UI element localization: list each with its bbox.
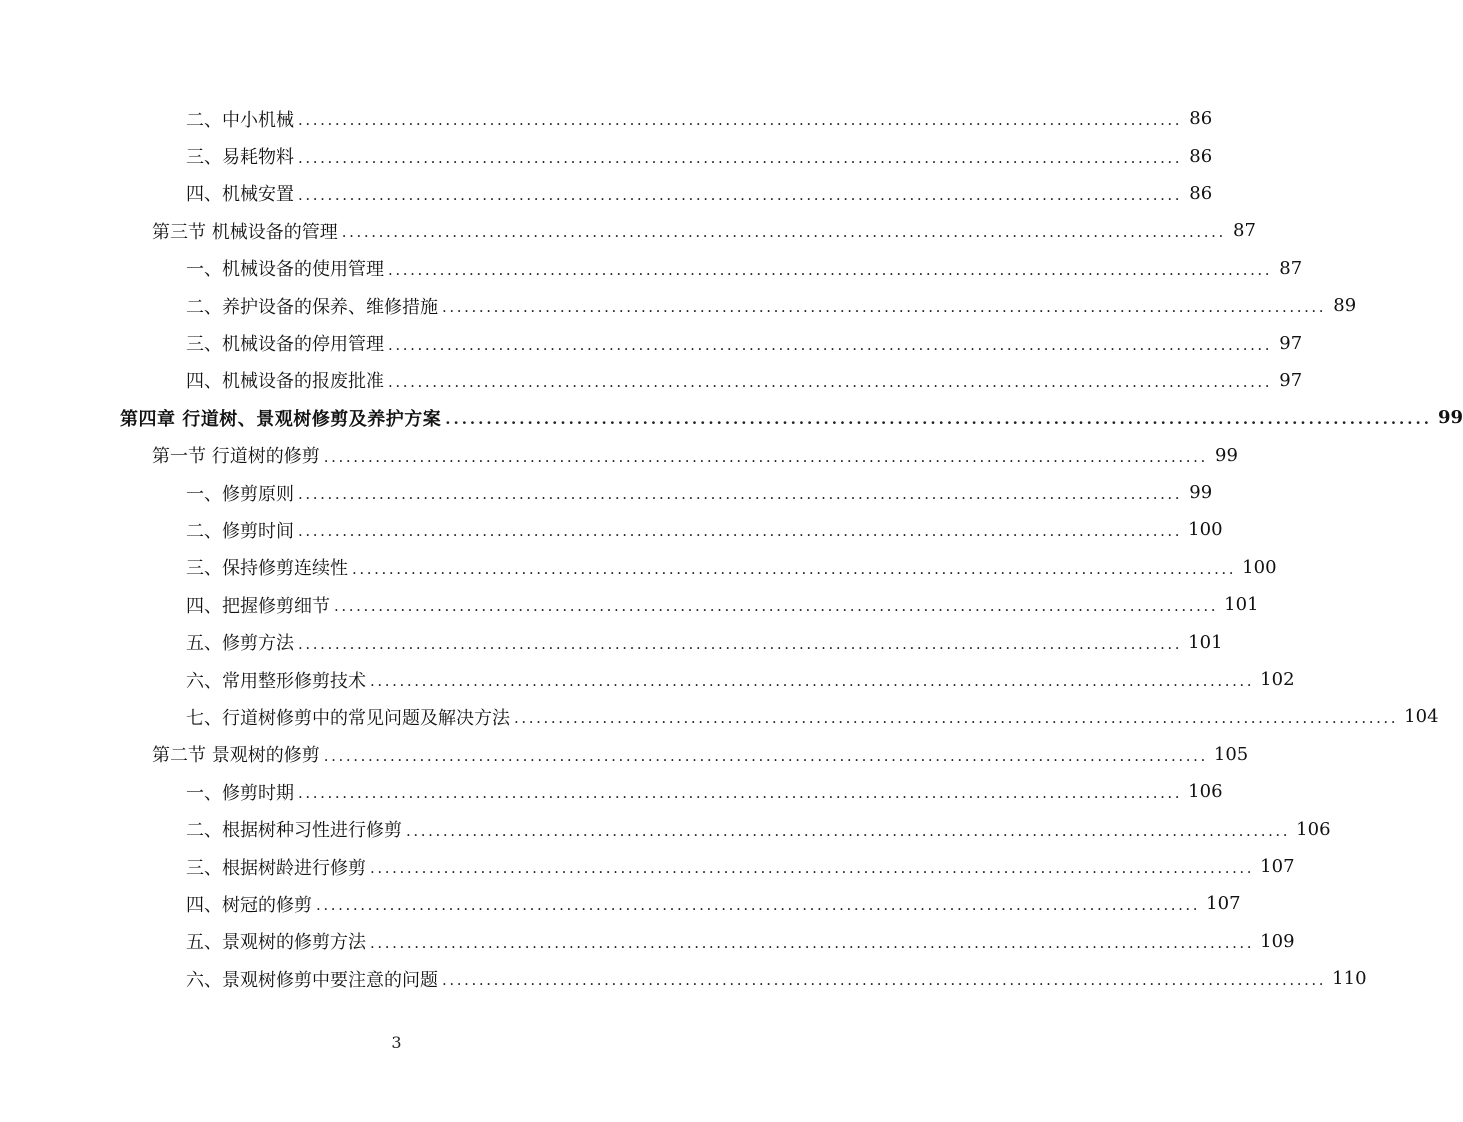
toc-entry-chapter[interactable] (0, 399, 1463, 436)
toc-entry-title: 二、根据树种习性进行修剪 (186, 816, 406, 842)
toc-entry-page-number: 107 (1206, 893, 1241, 915)
toc-entry-title: 四、把握修剪细节 (186, 592, 334, 618)
toc-entry-page-number: 97 (1279, 332, 1303, 354)
toc-entry-item[interactable] (0, 474, 1213, 511)
toc-entry-title: 五、景观树的修剪方法 (186, 928, 370, 954)
toc-entry-page-number: 86 (1189, 182, 1213, 204)
dot-leader: ........................................................................................................................ (334, 597, 1219, 616)
toc-entry-page-number: 106 (1296, 818, 1331, 840)
dot-leader: ........................................................................................................................ (298, 634, 1183, 653)
toc-entry-page-number: 99 (1437, 407, 1463, 429)
page-number: 3 (391, 1033, 402, 1052)
dot-leader: ........................................................................................................................ (298, 148, 1183, 167)
toc-entry-page-number: 86 (1189, 108, 1213, 130)
dot-leader: ........................................................................................................................ (298, 185, 1183, 204)
toc-entry-item[interactable] (0, 287, 1357, 324)
dot-leader: ........................................................................................................................ (323, 447, 1208, 466)
dot-leader: ........................................................................................................................ (406, 821, 1291, 840)
toc-entry-page-number: 87 (1233, 220, 1256, 242)
table-of-contents (0, 100, 1463, 997)
toc-entry-page-number: 110 (1332, 968, 1367, 990)
dot-leader: ........................................................................................................................ (341, 223, 1226, 242)
toc-entry-page-number: 102 (1260, 669, 1295, 691)
dot-leader: ........................................................................................................................ (388, 260, 1273, 279)
dot-leader: ........................................................................................................................ (323, 746, 1208, 765)
toc-entry-page-number: 104 (1404, 706, 1439, 728)
toc-entry-page-number: 100 (1242, 556, 1277, 578)
dot-leader: ........................................................................................................................ (388, 372, 1273, 391)
toc-entry-item[interactable] (0, 175, 1213, 212)
toc-entry-item[interactable] (0, 810, 1331, 847)
toc-entry-page-number: 99 (1189, 482, 1213, 504)
toc-entry-item[interactable] (0, 100, 1213, 137)
dot-leader: ........................................................................................................................ (370, 859, 1255, 877)
toc-entry-title: 三、根据树龄进行修剪 (186, 854, 370, 880)
toc-entry-page-number: 97 (1279, 369, 1303, 391)
toc-entry-item[interactable] (0, 923, 1295, 960)
toc-entry-item[interactable] (0, 324, 1303, 361)
toc-entry-page-number: 86 (1189, 145, 1213, 167)
toc-entry-item[interactable] (0, 848, 1295, 885)
toc-entry-page-number: 100 (1188, 519, 1223, 541)
toc-entry-title: 第四章 行道树、景观树修剪及养护方案 (120, 405, 445, 431)
toc-entry-page-number: 87 (1279, 257, 1303, 279)
toc-entry-page-number: 101 (1224, 594, 1259, 616)
dot-leader: ........................................................................................................................ (445, 410, 1432, 429)
toc-entry-title: 二、中小机械 (186, 106, 298, 132)
toc-entry-title: 一、修剪原则 (186, 480, 298, 506)
toc-entry-title: 六、景观树修剪中要注意的问题 (186, 966, 442, 992)
dot-leader: ........................................................................................................................ (352, 559, 1237, 578)
toc-entry-item[interactable] (0, 586, 1259, 623)
toc-entry-page-number: 106 (1188, 781, 1223, 803)
dot-leader: ........................................................................................................................ (388, 335, 1273, 354)
dot-leader: ........................................................................................................................ (298, 784, 1183, 803)
toc-entry-title: 四、树冠的修剪 (186, 891, 316, 917)
toc-entry-item[interactable] (0, 511, 1223, 548)
dot-leader: ........................................................................................................................ (316, 896, 1201, 915)
toc-entry-title: 第一节 行道树的修剪 (152, 442, 324, 468)
toc-entry-title: 一、机械设备的使用管理 (186, 255, 388, 281)
toc-entry-item[interactable] (0, 250, 1303, 287)
toc-entry-item[interactable] (0, 623, 1223, 660)
toc-entry-title: 四、机械安置 (186, 180, 298, 206)
toc-entry-item[interactable] (0, 137, 1213, 174)
toc-entry-title: 四、机械设备的报废批准 (186, 367, 388, 393)
toc-entry-title: 三、保持修剪连续性 (186, 554, 352, 580)
toc-entry-section[interactable] (0, 437, 1238, 474)
toc-entry-section[interactable] (0, 212, 1256, 249)
toc-entry-title: 七、行道树修剪中的常见问题及解决方法 (186, 704, 514, 730)
toc-entry-page-number: 105 (1213, 743, 1249, 765)
toc-entry-item[interactable] (0, 885, 1241, 922)
dot-leader: ........................................................................................................................ (298, 485, 1183, 504)
dot-leader: ........................................................................................................................ (370, 933, 1255, 952)
toc-entry-item[interactable] (0, 549, 1277, 586)
toc-entry-page-number: 107 (1260, 856, 1295, 877)
toc-entry-title: 六、常用整形修剪技术 (186, 667, 370, 693)
toc-entry-page-number: 101 (1188, 631, 1223, 653)
toc-entry-title: 第三节 机械设备的管理 (152, 218, 342, 244)
toc-entry-item[interactable] (0, 960, 1367, 997)
toc-entry-page-number: 109 (1260, 930, 1295, 952)
toc-entry-page-number: 89 (1333, 295, 1357, 317)
dot-leader: ........................................................................................................................ (442, 298, 1327, 317)
dot-leader: ........................................................................................................................ (514, 709, 1399, 728)
dot-leader: ........................................................................................................................ (298, 111, 1183, 130)
toc-entry-item[interactable] (0, 773, 1223, 810)
toc-entry-title: 五、修剪方法 (186, 629, 298, 655)
toc-entry-item[interactable] (0, 362, 1303, 399)
toc-entry-item[interactable] (0, 698, 1439, 735)
dot-leader: ........................................................................................................................ (298, 522, 1183, 541)
dot-leader: ........................................................................................................................ (370, 672, 1255, 691)
toc-entry-title: 二、修剪时间 (186, 517, 298, 543)
toc-entry-item[interactable] (0, 661, 1295, 698)
toc-entry-title: 第二节 景观树的修剪 (152, 741, 324, 767)
toc-entry-title: 三、易耗物料 (186, 143, 298, 169)
toc-entry-title: 一、修剪时期 (186, 779, 298, 805)
toc-entry-page-number: 99 (1215, 444, 1238, 466)
toc-entry-title: 二、养护设备的保养、维修措施 (186, 293, 442, 319)
toc-entry-section[interactable] (0, 736, 1249, 773)
dot-leader: ........................................................................................................................ (442, 971, 1327, 990)
toc-entry-title: 三、机械设备的停用管理 (186, 330, 388, 356)
